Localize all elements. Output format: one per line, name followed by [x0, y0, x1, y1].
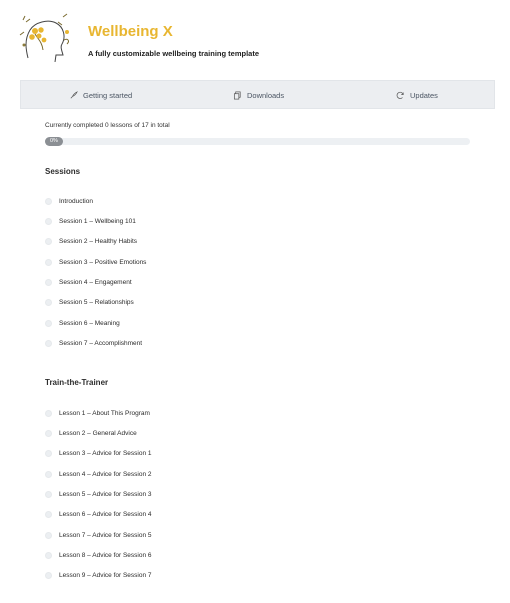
lesson-status-circle-icon [45, 238, 52, 245]
getting-started-link[interactable] [69, 81, 132, 110]
lesson-item[interactable] [45, 566, 465, 586]
progress-bar [45, 138, 470, 145]
lesson-item[interactable] [45, 313, 465, 333]
lesson-status-circle-icon [45, 572, 52, 579]
head-plant-logo-icon [18, 10, 72, 62]
downloads-label: Downloads [247, 91, 285, 100]
lesson-item[interactable] [45, 545, 465, 565]
lesson-status-circle-icon [45, 450, 52, 457]
lesson-label: Lesson 5 – Advice for Session 3 [59, 491, 152, 499]
lesson-label: Lesson 4 – Advice for Session 2 [59, 470, 152, 478]
updates-label: Updates [410, 91, 438, 100]
lesson-item[interactable] [45, 444, 465, 464]
lesson-label: Session 5 – Relationships [59, 299, 134, 307]
lesson-item[interactable] [45, 293, 465, 313]
lesson-item[interactable] [45, 525, 465, 545]
lesson-label: Lesson 2 – General Advice [59, 430, 137, 438]
course-header [18, 10, 492, 66]
lesson-status-circle-icon [45, 511, 52, 518]
downloads-link[interactable] [233, 81, 284, 110]
updates-link[interactable] [396, 81, 438, 110]
lesson-label: Lesson 3 – Advice for Session 1 [59, 450, 152, 458]
lesson-status-circle-icon [45, 198, 52, 205]
lesson-item[interactable] [45, 505, 465, 525]
lesson-item[interactable] [45, 333, 465, 353]
lesson-status-circle-icon [45, 340, 52, 347]
lesson-status-circle-icon [45, 218, 52, 225]
lesson-label: Session 1 – Wellbeing 101 [59, 218, 136, 226]
progress-percent-badge: 0% [45, 137, 63, 146]
lesson-status-circle-icon [45, 410, 52, 417]
lesson-label: Lesson 9 – Advice for Session 7 [59, 572, 152, 580]
getting-started-label: Getting started [83, 91, 133, 100]
train-the-trainer-list [45, 403, 465, 586]
course-subtitle: A fully customizable wellbeing training template [88, 49, 259, 58]
lesson-item[interactable] [45, 464, 465, 484]
lesson-item[interactable] [45, 484, 465, 504]
lesson-item[interactable] [45, 403, 465, 423]
lesson-label: Lesson 8 – Advice for Session 6 [59, 552, 152, 560]
lesson-status-circle-icon [45, 532, 52, 539]
lesson-item[interactable] [45, 272, 465, 292]
course-navigation [20, 80, 495, 109]
lesson-label: Session 6 – Meaning [59, 319, 120, 327]
lesson-label: Lesson 7 – Advice for Session 5 [59, 531, 152, 539]
lesson-item[interactable] [45, 191, 465, 211]
refresh-icon [396, 91, 405, 100]
lesson-label: Session 3 – Positive Emotions [59, 258, 147, 266]
lesson-item[interactable] [45, 252, 465, 272]
lesson-label: Lesson 6 – Advice for Session 4 [59, 511, 152, 519]
copy-icon [233, 91, 242, 100]
lesson-label: Lesson 1 – About This Program [59, 409, 150, 417]
lesson-label: Introduction [59, 197, 93, 205]
sessions-list [45, 191, 465, 354]
lesson-label: Session 4 – Engagement [59, 279, 132, 287]
lesson-status-circle-icon [45, 471, 52, 478]
train-the-trainer-heading: Train-the-Trainer [45, 378, 109, 387]
lesson-status-circle-icon [45, 491, 52, 498]
lesson-status-circle-icon [45, 259, 52, 266]
lesson-status-circle-icon [45, 299, 52, 306]
lesson-status-circle-icon [45, 552, 52, 559]
lesson-label: Session 7 – Accomplishment [59, 340, 143, 348]
lesson-item[interactable] [45, 232, 465, 252]
lesson-label: Session 2 – Healthy Habits [59, 238, 138, 246]
lesson-status-circle-icon [45, 279, 52, 286]
lesson-item[interactable] [45, 211, 465, 231]
sessions-heading: Sessions [45, 167, 81, 176]
progress-summary: Currently completed 0 lessons of 17 in total [45, 122, 170, 129]
lesson-status-circle-icon [45, 320, 52, 327]
lesson-item[interactable] [45, 423, 465, 443]
rocket-icon [69, 91, 78, 100]
lesson-status-circle-icon [45, 430, 52, 437]
course-title: Wellbeing X [88, 23, 173, 40]
